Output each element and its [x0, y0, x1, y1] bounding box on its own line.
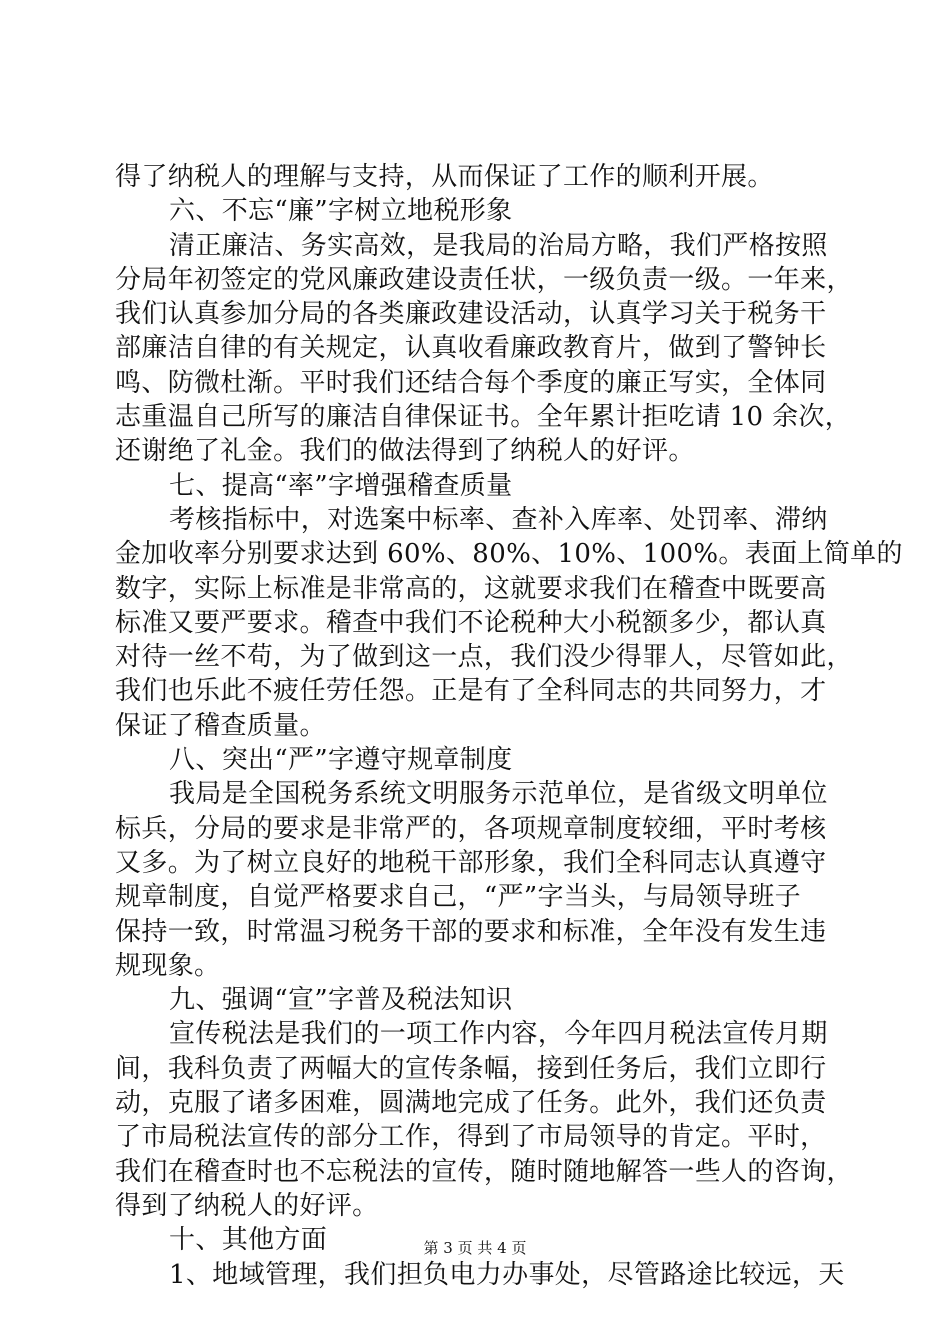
page-footer: 第 3 页 共 4 页 [423, 1239, 527, 1257]
text-line: 数字，实际上标准是非常高的，这就要求我们在稽查中既要高 [115, 573, 827, 604]
text-line: 规现象。 [115, 950, 221, 981]
section-heading: 八、突出“严”字遵守规章制度 [169, 745, 513, 776]
text-line: 部廉洁自律的有关规定，认真收看廉政教育片，做到了警钟长 [115, 333, 827, 364]
section-heading: 六、不忘“廉”字树立地税形象 [169, 196, 513, 227]
text-line: 得了纳税人的理解与支持，从而保证了工作的顺利开展。 [115, 162, 774, 192]
text-line: 分局年初签定的党风廉政建设责任状，一级负责一级。一年来， [115, 264, 853, 295]
text-line: 我们也乐此不疲任劳任怨。正是有了全科同志的共同努力，才 [115, 676, 827, 707]
text-line: 保持一致，时常温习税务干部的要求和标准，全年没有发生违 [115, 916, 827, 947]
text-line: 对待一丝不苟，为了做到这一点，我们没少得罪人，尽管如此， [115, 642, 853, 673]
text-line: 我们认真参加分局的各类廉政建设活动，认真学习关于税务干 [115, 299, 827, 330]
text-line: 得到了纳税人的好评。 [115, 1190, 379, 1221]
section-heading: 十、其他方面 [169, 1225, 328, 1256]
section-heading: 七、提高“率”字增强稽查质量 [169, 470, 513, 501]
text-line: 间，我科负责了两幅大的宣传条幅，接到任务后，我们立即行 [115, 1053, 827, 1084]
body-text [115, 160, 903, 1292]
text-line: 动，克服了诸多困难，圆满地完成了任务。此外，我们还负责 [115, 1088, 827, 1119]
text-line: 又多。为了树立良好的地税干部形象，我们全科同志认真遵守 [115, 847, 827, 878]
text-line: 鸣、防微杜渐。平时我们还结合每个季度的廉正写实，全体同 [115, 367, 827, 398]
text-line: 还谢绝了礼金。我们的做法得到了纳税人的好评。 [115, 436, 695, 467]
text-line: 规章制度，自觉严格要求自己，“严”字当头，与局领导班子 [115, 882, 802, 913]
text-line: 保证了稽查质量。 [115, 710, 326, 741]
text-line: 宣传税法是我们的一项工作内容，今年四月税法宣传月期 [169, 1019, 828, 1050]
text-line: 标兵，分局的要求是非常严的，各项规章制度较细，平时考核 [115, 813, 827, 844]
text-line: 1、地域管理，我们担负电力办事处，尽管路途比较远，天 [169, 1259, 845, 1290]
text-line: 考核指标中，对选案中标率、查补入库率、处罚率、滞纳 [169, 504, 828, 535]
text-line: 金加收率分别要求达到 60%、80%、10%、100%。表面上简单的 [115, 539, 903, 570]
text-line: 清正廉洁、务实高效，是我局的治局方略，我们严格按照 [169, 230, 828, 261]
text-line: 标准又要严要求。稽查中我们不论税种大小税额多少，都认真 [115, 607, 827, 638]
text-line: 我们在稽查时也不忘税法的宣传，随时随地解答一些人的咨询， [115, 1156, 853, 1187]
text-line: 了市局税法宣传的部分工作，得到了市局领导的肯定。平时， [115, 1122, 827, 1153]
section-heading: 九、强调“宣”字普及税法知识 [169, 985, 513, 1016]
text-line: 志重温自己所写的廉洁自律保证书。全年累计拒吃请 10 余次， [115, 402, 852, 433]
text-line: 我局是全国税务系统文明服务示范单位，是省级文明单位 [169, 779, 828, 810]
